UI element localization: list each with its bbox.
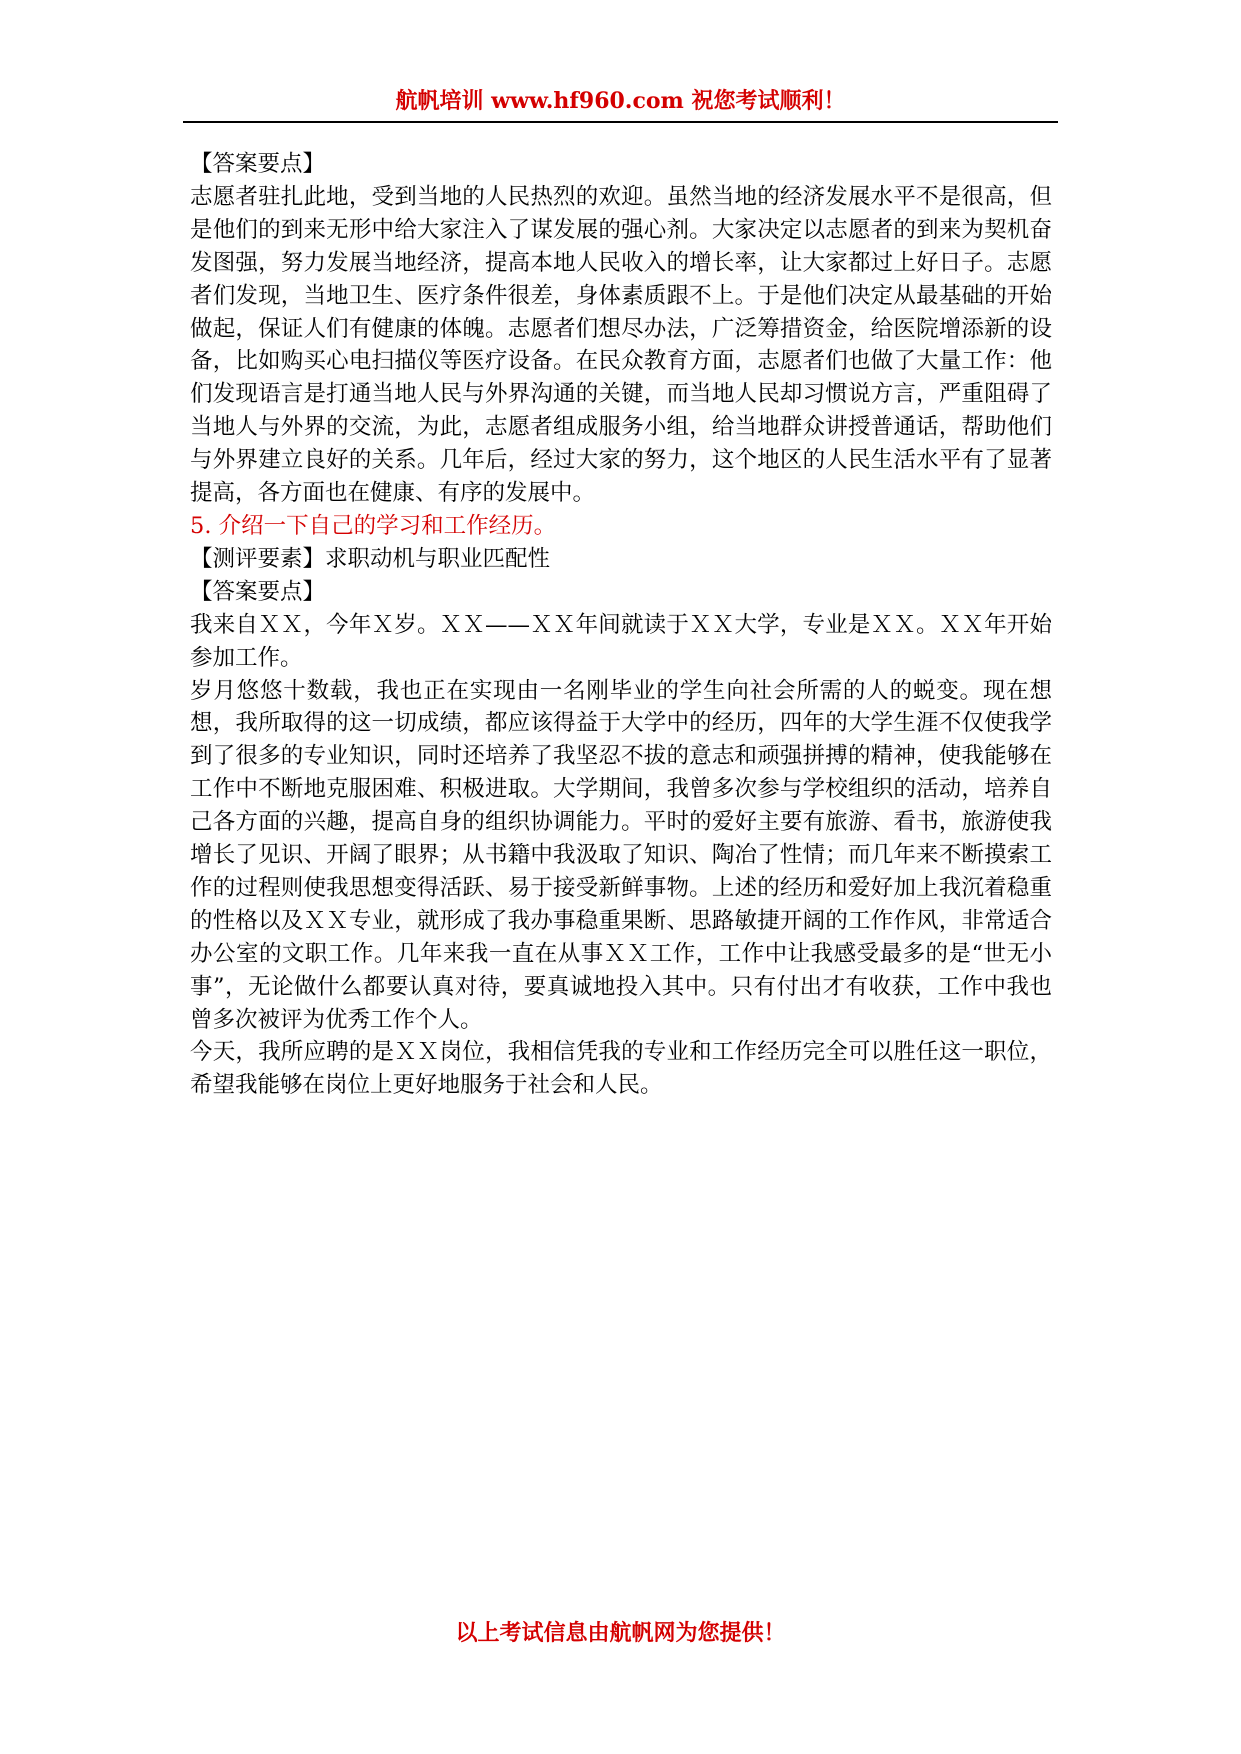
page-header: 航帆培训 www.hf960.com 祝您考试顺利！ bbox=[395, 88, 846, 114]
header-divider bbox=[183, 121, 1058, 123]
answer-paragraph-experience: 岁月悠悠十数载，我也正在实现由一名刚毕业的学生向社会所需的人的蜕变。现在想想，我所取得的这一切成绩，都应该得益于大学中的经历，四年的大学生涯不仅使我学到了很多的专业知识，同时还培养了我坚忍不拔的意志和顽强拼搏的精神，使我能够在工作中不断地克服困难、积极进取。大学期间，我曾多次参与学校组织的活动，培养自己各方面的兴趣，提高自身的组织协调能力。平时的爱好主要有旅游、看书，旅游使我增长了见识、开阔了眼界；从书籍中我汲取了知识、陶冶了性情；而几年来不断摸索工作的过程则使我思想变得活跃、易于接受新鲜事物。上述的经历和爱好加上我沉着稳重的性格以及ＸＸ专业，就形成了我办事稳重果断、思路敏捷开阔的工作作风，非常适合办公室的文职工作。几年来我一直在从事ＸＸ工作，工作中让我感受最多的是“世无小事”，无论做什么都要认真对待，要真诚地投入其中。只有付出才有收获，工作中我也曾多次被评为优秀工作个人。 bbox=[190, 677, 1052, 1033]
answer-paragraph-closing: 今天，我所应聘的是ＸＸ岗位，我相信凭我的专业和工作经历完全可以胜任这一职位，希望我能够在岗位上更好地服务于社会和人民。 bbox=[190, 1039, 1052, 1099]
question-heading: 5. 介绍一下自己的学习和工作经历。 bbox=[190, 512, 557, 539]
answer-heading: 【答案要点】 bbox=[190, 578, 326, 605]
answer-heading: 【答案要点】 bbox=[190, 151, 326, 177]
answer-paragraph-intro: 我来自ＸＸ，今年Ｘ岁。ＸＸ——ＸＸ年间就读于ＸＸ大学，专业是ＸＸ。ＸＸ年开始参加工作。 bbox=[190, 611, 1052, 671]
evaluation-point: 【测评要素】求职动机与职业匹配性 bbox=[190, 545, 551, 572]
page-footer: 以上考试信息由航帆网为您提供！ bbox=[455, 1620, 786, 1646]
document-body bbox=[190, 148, 1052, 1102]
answer-paragraph-volunteers: 志愿者驻扎此地，受到当地的人民热烈的欢迎。虽然当地的经济发展水平不是很高，但是他们的到来无形中给大家注入了谋发展的强心剂。大家决定以志愿者的到来为契机奋发图强，努力发展当地经济，提高本地人民收入的增长率，让大家都过上好日子。志愿者们发现，当地卫生、医疗条件很差，身体素质跟不上。于是他们决定从最基础的开始做起，保证人们有健康的体魄。志愿者们想尽办法，广泛筹措资金，给医院增添新的设备，比如购买心电扫描仪等医疗设备。在民众教育方面，志愿者们也做了大量工作：他们发现语言是打通当地人民与外界沟通的关键，而当地人民却习惯说方言，严重阻碍了当地人与外界的交流，为此，志愿者组成服务小组，给当地群众讲授普通话，帮助他们与外界建立良好的关系。几年后，经过大家的努力，这个地区的人民生活水平有了显著提高，各方面也在健康、有序的发展中。 bbox=[190, 183, 1052, 507]
